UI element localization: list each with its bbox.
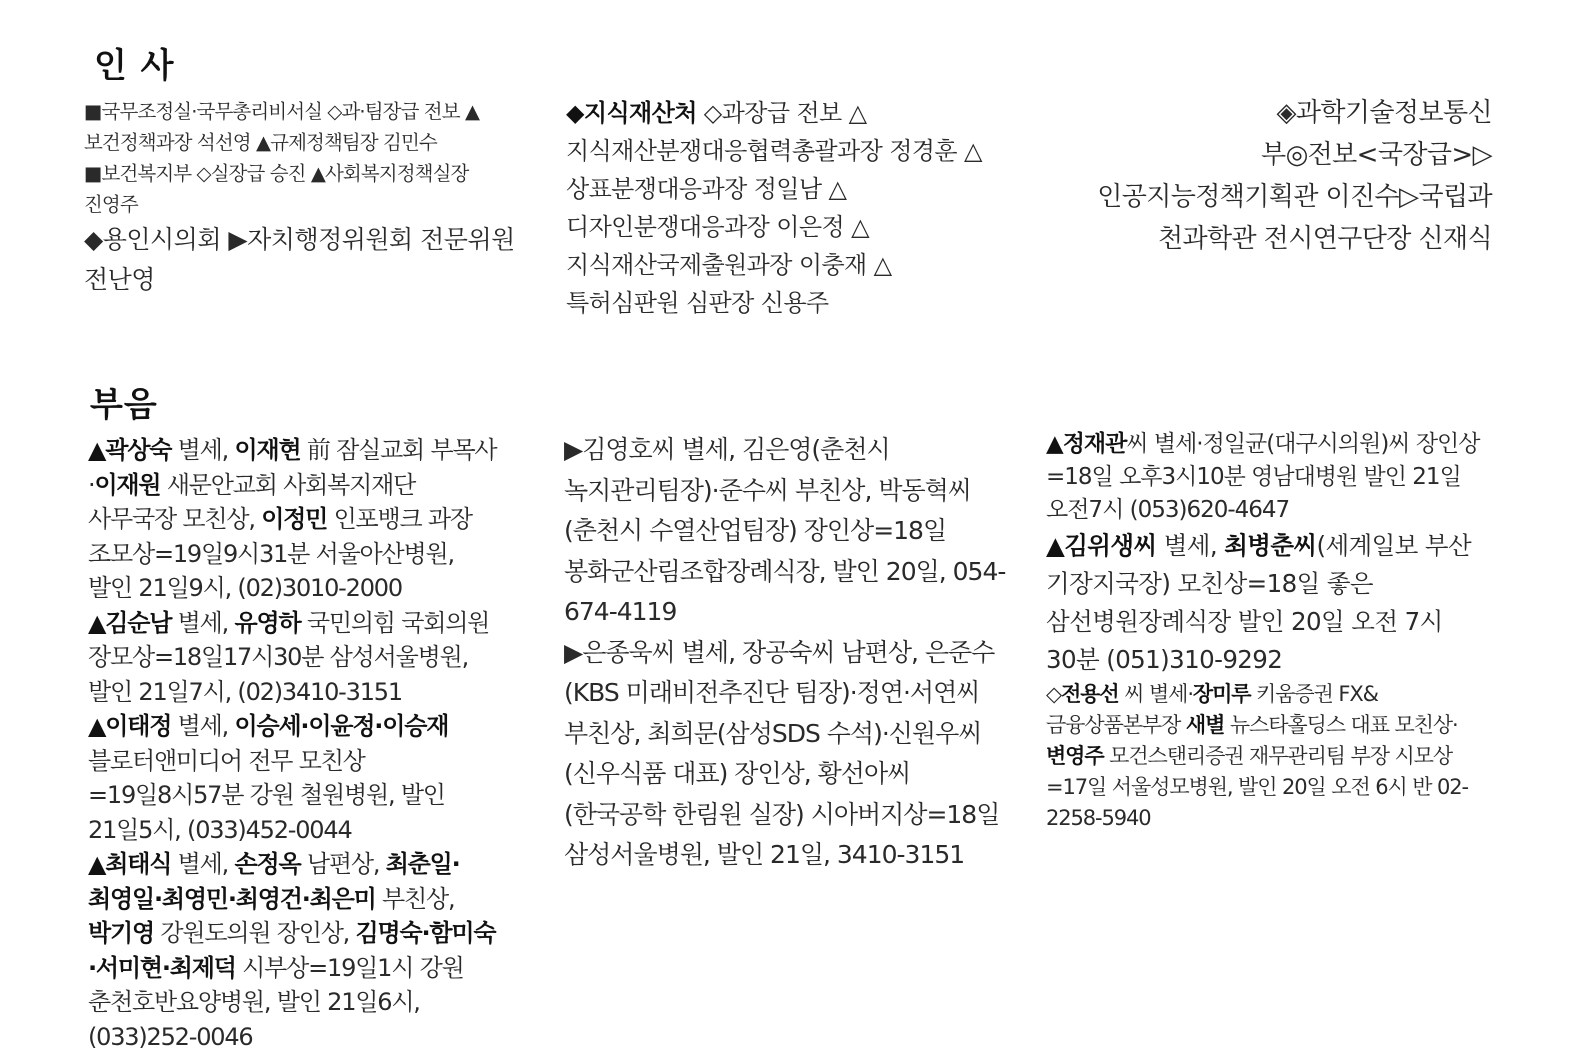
- organization-name: ◆지식재산처: [566, 99, 697, 127]
- obituary-entry: ▲최태식 별세, 손정옥 남편상, 최춘일·최영일·최영민·최영건·최은미 부친상, 박기영 강원도의원 장인상, 김명숙·함미숙·서미현·최제덕 시부상=19일1시 강원 춘천호반요양병원, 발인 21일6시, (033)252-0046: [88, 850, 496, 1051]
- obituary-column-2: [564, 430, 1008, 876]
- obituary-entry: ▲이태정 별세, 이승세·이윤정·이승재 블로터앤미디어 전무 모친상=19일8시57분 강원 철원병원, 발인 21일5시, (033)452-0044: [88, 712, 449, 844]
- obituary-entry: ▶김영호씨 별세, 김은영(춘천시 녹지관리팀장)·준수씨 부친상, 박동혁씨(춘천시 수열산업팀장) 장인상=18일 봉화군산림조합장례식장, 발인 20일, 054-674-4119: [564, 435, 1006, 626]
- obituary-entry: ▲김위생씨 별세, 최병춘씨(세계일보 부산 기장지국장) 모친상=18일 좋은 삼선병원장례식장 발인 20일 오전 7시 30분 (051)310-9292: [1046, 531, 1472, 674]
- obituary-entry: ▲곽상숙 별세, 이재현 前 잠실교회 부목사·이재원 새문안교회 사회복지재단 사무국장 모친상, 이정민 인포뱅크 과장 조모상=19일9시31분 서울아산병원, 발인 21일9시, (02)3010-2000: [88, 436, 497, 602]
- personnel-entry: ■보건복지부 ◇실장급 승진 ▲사회복지정책실장 진영주: [84, 162, 469, 216]
- personnel-line: ◈과학기술정보통신: [1276, 98, 1492, 128]
- obituaries-heading: 부음: [90, 385, 158, 425]
- personnel-line: 천과학관 전시연구단장 신재식: [1157, 224, 1492, 254]
- personnel-line: 부◎전보<국장급>▷: [1261, 140, 1492, 170]
- personnel-column-1: [84, 96, 526, 300]
- personnel-heading: 인 사: [94, 46, 175, 86]
- obituary-column-1: [88, 433, 498, 1054]
- obituary-entry: ▶은종욱씨 별세, 장공숙씨 남편상, 은준수(KBS 미래비전추진단 팀장)·정연·서연씨 부친상, 최희문(삼성SDS 수석)·신원우씨(신우식품 대표) 장인상, 황선아씨(한국공학 한림원 실장) 시아버지상=18일 삼성서울병원, 발인 21일, 3410-3151: [564, 637, 1000, 869]
- personnel-line: 인공지능정책기획관 이진수▷국립과: [1097, 182, 1492, 212]
- obituary-column-3: [1046, 428, 1486, 834]
- personnel-entry: ◆지식재산처 ◇과장급 전보 △지식재산분쟁대응협력총괄과장 정경훈 △상표분쟁대응과장 정일남 △디자인분쟁대응과장 이은정 △지식재산국제출원과장 이충재 △특허심판원 심판장 신용주: [566, 99, 982, 317]
- obituary-entry: ▲김순남 별세, 유영하 국민의힘 국회의원 장모상=18일17시30분 삼성서울병원, 발인 21일7시, (02)3410-3151: [88, 608, 490, 706]
- personnel-entry: ◆용인시의회 ▶자치행정위원회 전문위원 전난영: [84, 225, 515, 294]
- obituary-entry: ▲정재관씨 별세·정일균(대구시의원)씨 장인상=18일 오후3시10분 영남대병원 발인 21일 오전7시 (053)620-4647: [1046, 431, 1480, 523]
- personnel-entry: ■국무조정실·국무총리비서실 ◇과·팀장급 전보 ▲보건정책과장 석선영 ▲규제정책팀장 김민수: [84, 100, 480, 154]
- obituary-entry: ◇전용선 씨 별세·장미루 키움증권 FX&금융상품본부장 새별 뉴스타홀딩스 대표 모친상·변영주 모건스탠리증권 재무관리팀 부장 시모상=17일 서울성모병원, 발인 20일 오전 6시 반 02-2258-5940: [1046, 682, 1469, 830]
- personnel-column-3: [1054, 92, 1492, 260]
- personnel-column-2: [566, 94, 1004, 322]
